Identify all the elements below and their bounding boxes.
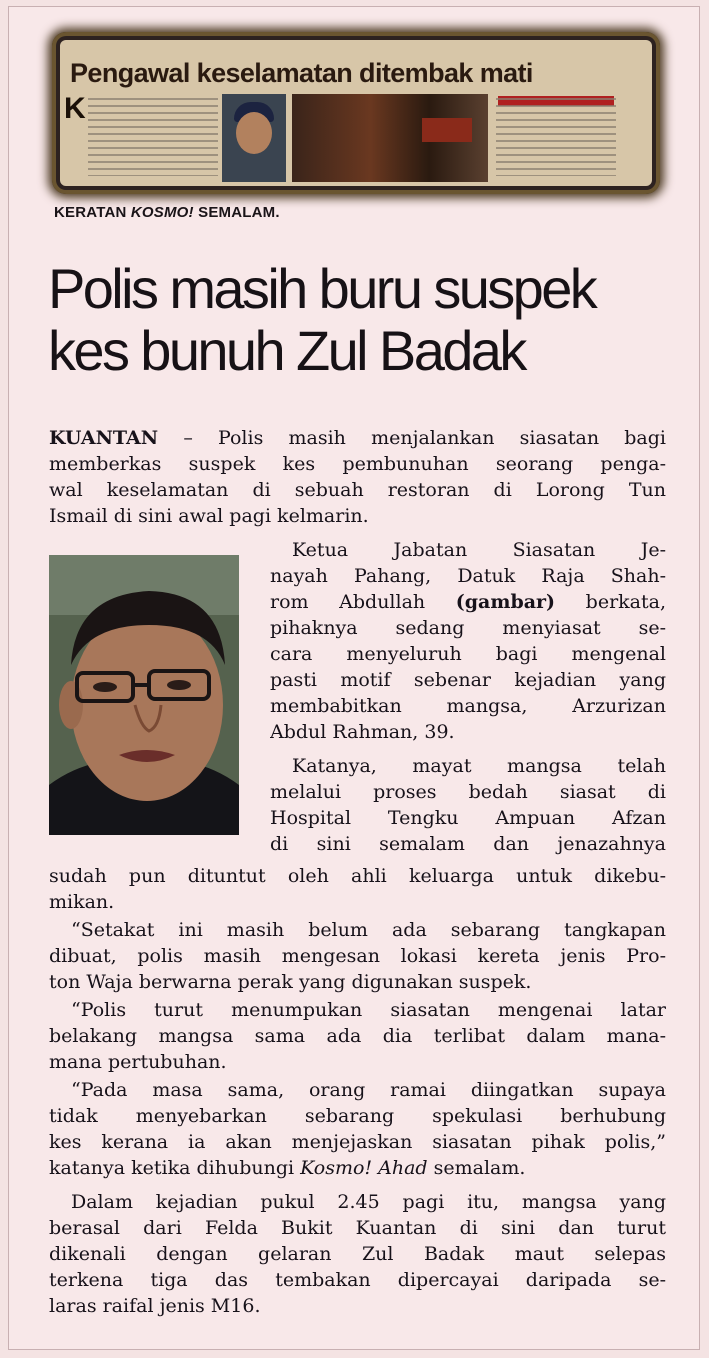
clipping-headline: Pengawal keselamatan ditembak mati (70, 58, 533, 88)
body-line: dibuat, polis masih mengesan lokasi kereta jenis Pro- (49, 945, 666, 967)
portrait-photo (49, 555, 239, 835)
portrait-illustration (49, 555, 239, 835)
body-line: rom Abdullah (gambar) berkata, (270, 591, 666, 613)
body-line: “Setakat ini masih belum ada sebarang tangkapan (71, 919, 666, 941)
clipping-paper (60, 40, 652, 186)
body-line: kes kerana ia akan menjejaskan siasatan pihak polis,” (49, 1131, 666, 1153)
body-line: mikan. (49, 891, 115, 913)
body-line: nayah Pahang, Datuk Raja Shah- (270, 565, 666, 587)
headline-line-1: Polis masih buru suspek (48, 257, 596, 320)
headline-line-2: kes bunuh Zul Badak (48, 319, 525, 382)
portrait-head (236, 112, 272, 154)
clipping-portrait-photo (222, 94, 286, 182)
article-headline (48, 258, 688, 382)
body-line: “Polis turut menumpukan siasatan mengenai latar (71, 999, 666, 1021)
body-line: tidak menyebarkan sebarang spekulasi berhubung (49, 1105, 666, 1127)
clipping-image (52, 32, 660, 194)
body-line: mana pertubuhan. (49, 1051, 227, 1073)
clipping-text-column-right (496, 98, 616, 176)
body-line: Ismail di sini awal pagi kelmarin. (49, 505, 369, 527)
body-line: KUANTAN – Polis masih menjalankan siasatan bagi (49, 427, 666, 449)
body-line: terkena tiga das tembakan dipercayai daripada se- (49, 1269, 666, 1291)
body-line: laras raifal jenis M16. (49, 1295, 261, 1317)
body-line: pasti motif sebenar kejadian yang (270, 669, 666, 691)
clipping-scene-photo (292, 94, 488, 182)
clipping-caption: KERATAN KOSMO! SEMALAM. (54, 204, 280, 221)
body-line: melalui proses bedah siasat di (270, 781, 666, 803)
body-line: Katanya, mayat mangsa telah (292, 755, 666, 777)
body-line: Dalam kejadian pukul 2.45 pagi itu, mangsa yang (71, 1191, 666, 1213)
body-line: wal keselamatan di sebuah restoran di Lorong Tun (49, 479, 666, 501)
body-line: berasal dari Felda Bukit Kuantan di sini dan turut (49, 1217, 666, 1239)
body-line: sudah pun dituntut oleh ahli keluarga untuk dikebu- (49, 865, 666, 887)
body-line: katanya ketika dihubungi Kosmo! Ahad semalam. (49, 1157, 526, 1179)
body-line: Abdul Rahman, 39. (270, 721, 455, 743)
clipping-dropcap: K (64, 92, 86, 125)
body-line: Ketua Jabatan Siasatan Je- (292, 539, 666, 561)
body-line: membabitkan mangsa, Arzurizan (270, 695, 666, 717)
clipping-text-column (88, 98, 218, 176)
body-line: memberkas suspek kes pembunuhan seorang penga- (49, 453, 666, 475)
body-line: Hospital Tengku Ampuan Afzan (270, 807, 666, 829)
body-line: cara menyeluruh bagi mengenal (270, 643, 666, 665)
body-line: “Pada masa sama, orang ramai diingatkan supaya (71, 1079, 666, 1101)
dateline: KUANTAN (49, 427, 159, 449)
scene-detail (422, 118, 472, 142)
body-line: pihaknya sedang menyiasat se- (270, 617, 666, 639)
body-line: ton Waja berwarna perak yang digunakan suspek. (49, 971, 532, 993)
body-line: di sini semalam dan jenazahnya (270, 833, 666, 855)
body-line: dikenali dengan gelaran Zul Badak maut selepas (49, 1243, 666, 1265)
body-line: belakang mangsa sama ada dia terlibat dalam mana- (49, 1025, 666, 1047)
